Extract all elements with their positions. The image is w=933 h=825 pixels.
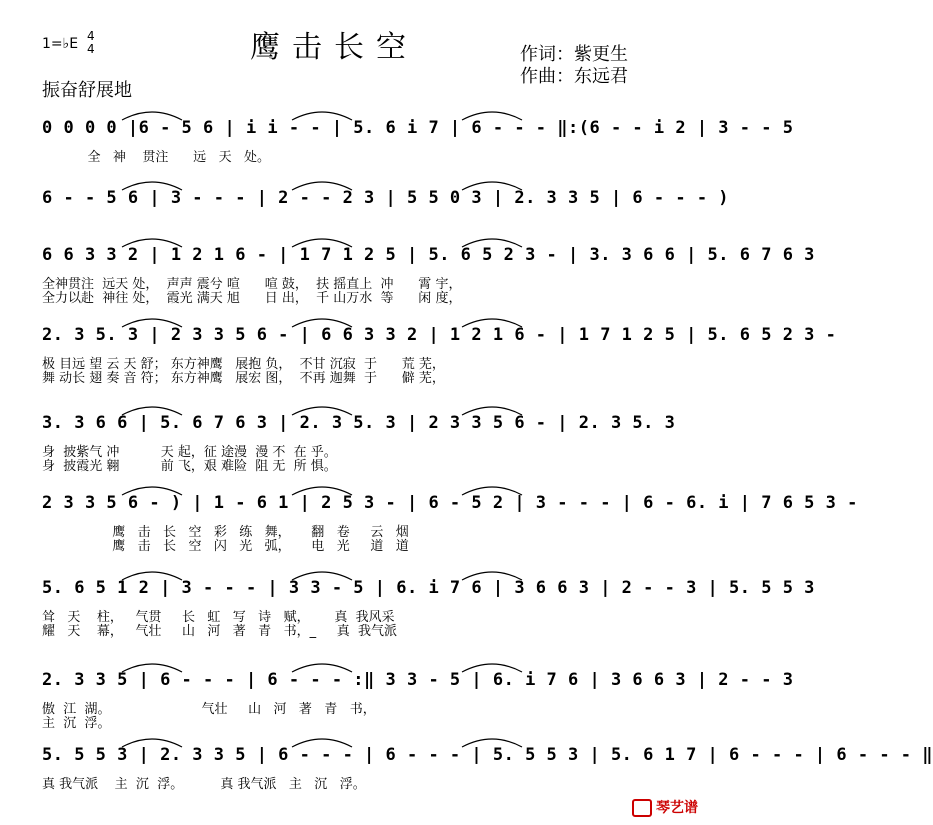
lyric-verse-2: 鹰 击 长 空 闪 光 弧， 电 光 道 道 bbox=[42, 539, 409, 554]
lyric-verse-2 bbox=[42, 787, 664, 805]
slur-marks bbox=[42, 231, 664, 251]
slur-arc bbox=[462, 739, 522, 747]
slur-arc bbox=[122, 112, 182, 120]
slur-marks bbox=[42, 399, 664, 419]
slur-marks bbox=[42, 311, 664, 331]
notation-row: 0 0 0 0 |6 - 5 6 | i i - - | 5. 6 i 7 | 6 - - - ‖:(6 - - i 2 | 3 - - 5 bbox=[42, 118, 794, 138]
notation-row: 6 - - 5 6 | 3 - - - | 2 - - 2 3 | 5 5 0 3 | 2. 3 3 5 | 6 - - - ) bbox=[42, 188, 730, 208]
slur-marks bbox=[42, 104, 664, 124]
score-line bbox=[42, 493, 858, 573]
notation-row: 3. 3 6 6 | 5. 6 7 6 3 | 2. 3 5. 3 | 2 3 3 5 6 - | 2. 3 5. 3 bbox=[42, 413, 676, 433]
slur-marks bbox=[42, 656, 664, 676]
score-line bbox=[42, 325, 837, 405]
slur-arc bbox=[462, 319, 522, 327]
lyric-verse-1: 极 目远 望 云 天 舒； 东方神鹰 展抱 负， 不甘 沉寂 于 荒 芜， bbox=[42, 357, 445, 372]
notation-row: 2. 3 3 5 | 6 - - - | 6 - - - :‖ 3 3 - 5 | 6. i 7 6 | 3 6 6 3 | 2 - - 3 bbox=[42, 670, 794, 690]
notation-row: 5. 5 5 3 | 2. 3 3 5 | 6 - - - | 6 - - - | 5. 5 5 3 | 5. 6 1 7 | 6 - - - | 6 - - - ‖ bbox=[42, 745, 933, 765]
lyric-verse-2: 全力以赴 神往 处， 霞光 满天 旭 日 出， 千 山万水 等 闲 度， bbox=[42, 291, 462, 306]
slur-arc bbox=[122, 664, 182, 672]
lyric-verse-1: 傲 江 湖。 气壮 山 河 著 青 书， bbox=[42, 702, 376, 717]
slur-arc bbox=[292, 739, 352, 747]
logo-icon bbox=[632, 799, 652, 817]
slur-arc bbox=[462, 487, 522, 495]
notation-row: 2 3 3 5 6 - ) | 1 - 6 1 | 2 5 3 - | 6 - 5 2 | 3 - - - | 6 - 6. i | 7 6 5 3 - bbox=[42, 493, 858, 513]
slur-arc bbox=[122, 319, 182, 327]
slur-arc bbox=[292, 182, 352, 190]
score-line bbox=[42, 578, 815, 658]
slur-arc bbox=[462, 664, 522, 672]
watermark-logo bbox=[632, 797, 698, 817]
slur-arc bbox=[122, 407, 182, 415]
time-top: 4 bbox=[87, 29, 95, 43]
notation-row: 6 6 3 3 2 | 1 2 1 6 - | 1 7 1 2 5 | 5. 6 5 2 3 - | 3. 3 6 6 | 5. 6 7 6 3 bbox=[42, 245, 815, 265]
slur-arc bbox=[462, 572, 522, 580]
slur-marks bbox=[42, 479, 664, 499]
slur-arc bbox=[122, 572, 182, 580]
slur-arc bbox=[292, 487, 352, 495]
slur-arc bbox=[292, 572, 352, 580]
lyric-verse-1: 鹰 击 长 空 彩 练 舞， 翻 卷 云 烟 bbox=[42, 525, 409, 540]
slur-arc bbox=[462, 112, 522, 120]
slur-marks bbox=[42, 174, 664, 194]
slur-arc bbox=[292, 407, 352, 415]
composer: 作曲：东远君 bbox=[520, 66, 628, 87]
lyric-verse-1: 耸 天 柱， 气贯 长 虹 写 诗 赋， 真 我风采 bbox=[42, 610, 395, 625]
time-bottom: 4 bbox=[87, 42, 95, 56]
slur-arc bbox=[122, 739, 182, 747]
time-signature bbox=[87, 30, 95, 56]
lyric-verse-2: 身 披霞光 翱 前 飞，艰 难险 阻 无 所 惧。 bbox=[42, 459, 337, 474]
lyric-verse-2: 主 沉 浮。 bbox=[42, 716, 111, 731]
slur-arc bbox=[122, 239, 182, 247]
watermark-text: 琴艺谱 bbox=[656, 800, 698, 816]
notation-row: 5. 6 5 1 2 | 3 - - - | 3 3 - 5 | 6. i 7 6 | 3 6 6 3 | 2 - - 3 | 5. 5 5 3 bbox=[42, 578, 815, 598]
slur-arc bbox=[122, 487, 182, 495]
slur-arc bbox=[462, 239, 522, 247]
lyric-verse-2: 舞 动长 翅 奏 音 符； 东方神鹰 展宏 图， 不再 迦舞 于 僻 芜， bbox=[42, 371, 445, 386]
notation-row: 2. 3 5. 3 | 2 3 3 5 6 - | 6 6 3 3 2 | 1 2 1 6 - | 1 7 1 2 5 | 5. 6 5 2 3 - bbox=[42, 325, 837, 345]
slur-marks bbox=[42, 731, 664, 751]
slur-arc bbox=[292, 239, 352, 247]
slur-arc bbox=[292, 319, 352, 327]
slur-arc bbox=[292, 112, 352, 120]
song-title: 鹰击长空 bbox=[250, 30, 418, 65]
lyricist: 作词：紫更生 bbox=[520, 44, 628, 65]
lyric-verse-1: 全神贯注 远天 处， 声声 震兮 喧 喧 鼓， 扶 摇直上 冲 霄 宇， bbox=[42, 277, 462, 292]
slur-marks bbox=[42, 564, 664, 584]
key-signature: 1=♭E bbox=[42, 36, 79, 52]
tempo-marking: 振奋舒展地 bbox=[42, 80, 132, 101]
lyric-verse-1: 真 我气派 主 沉 浮。 真 我气派 主 沉 浮。 bbox=[42, 777, 366, 792]
slur-arc bbox=[462, 407, 522, 415]
slur-arc bbox=[292, 664, 352, 672]
slur-arc bbox=[122, 182, 182, 190]
slur-arc bbox=[462, 182, 522, 190]
lyric-verse-2: 耀 天 幕， 气壮 山 河 著 青 书，_ 真 我气派 bbox=[42, 624, 397, 639]
lyric-verse-1: 身 披紫气 冲 天 起，征 途漫 漫 不 在 乎。 bbox=[42, 445, 337, 460]
lyric-verse-1: 全 神 贯注 远 天 处。 bbox=[42, 150, 270, 165]
